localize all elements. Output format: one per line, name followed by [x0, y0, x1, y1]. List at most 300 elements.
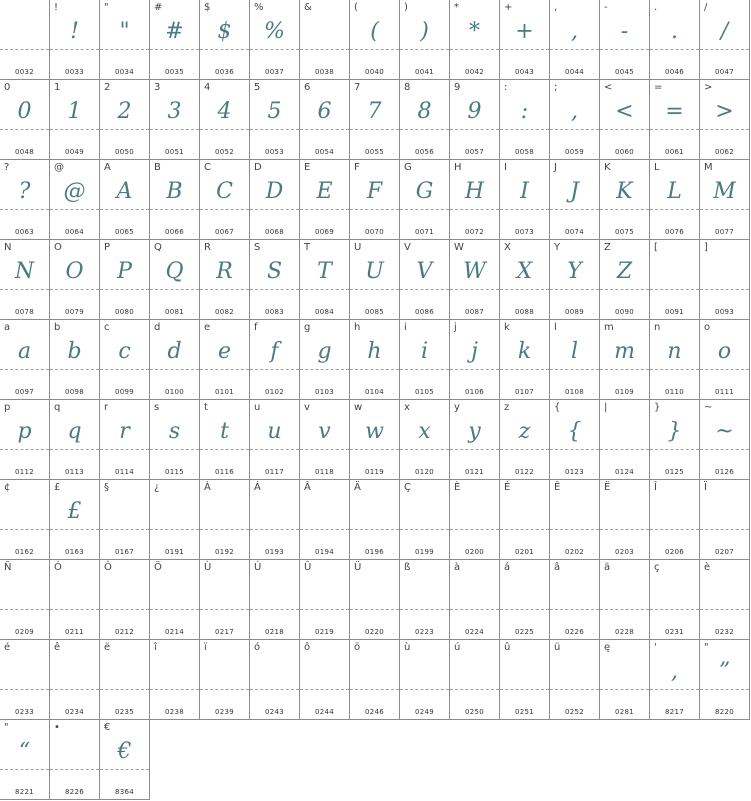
glyph-cell	[650, 480, 700, 560]
glyph-cell	[600, 480, 650, 560]
font-glyph-sample	[650, 255, 699, 289]
font-glyph-sample	[300, 575, 349, 609]
reference-character: C	[204, 162, 211, 173]
character-code: 0033	[64, 68, 84, 76]
baseline-divider	[700, 449, 749, 450]
font-glyph-sample: L	[667, 179, 682, 204]
glyph-cell	[350, 400, 400, 480]
font-glyph-sample: I	[520, 179, 529, 204]
baseline-divider	[250, 289, 299, 290]
baseline-divider	[400, 689, 449, 690]
glyph-cell	[100, 160, 150, 240]
reference-character: I	[504, 162, 507, 173]
glyph-cell	[300, 400, 350, 480]
baseline-divider	[300, 209, 349, 210]
glyph-cell	[100, 640, 150, 720]
font-glyph-sample	[200, 575, 249, 609]
glyph-cell	[600, 640, 650, 720]
baseline-divider	[350, 289, 399, 290]
character-code: 0082	[214, 308, 234, 316]
baseline-divider	[450, 129, 499, 130]
glyph-cell	[200, 560, 250, 640]
reference-character: o	[704, 322, 711, 333]
reference-character: •	[54, 722, 60, 733]
baseline-divider	[400, 369, 449, 370]
reference-character: L	[654, 162, 660, 173]
font-glyph-sample	[150, 495, 199, 529]
glyph-cell	[450, 480, 500, 560]
reference-character: Y	[554, 242, 561, 253]
baseline-divider	[600, 689, 649, 690]
baseline-divider	[50, 369, 99, 370]
character-code: 0075	[614, 228, 634, 236]
reference-character: r	[104, 402, 109, 413]
font-glyph-sample: (	[370, 19, 379, 44]
glyph-cell	[550, 560, 600, 640]
reference-character: è	[704, 562, 711, 573]
baseline-divider	[650, 529, 699, 530]
character-code: 0100	[164, 388, 184, 396]
glyph-cell	[0, 400, 50, 480]
font-glyph-sample: Y	[567, 259, 582, 284]
character-code: 0114	[114, 468, 134, 476]
character-code: 0219	[314, 628, 334, 636]
baseline-divider	[650, 449, 699, 450]
baseline-divider	[200, 49, 249, 50]
font-glyph-sample	[400, 655, 449, 689]
reference-character: é	[4, 642, 11, 653]
font-glyph-sample: i	[420, 339, 429, 364]
glyph-cell	[150, 400, 200, 480]
font-glyph-sample	[50, 735, 99, 769]
font-glyph-sample	[500, 495, 549, 529]
reference-character: /	[704, 2, 708, 13]
reference-character: ß	[404, 562, 411, 573]
baseline-divider	[450, 369, 499, 370]
character-code: 0098	[64, 388, 84, 396]
font-glyph-sample: e	[217, 339, 232, 364]
font-glyph-sample	[250, 575, 299, 609]
glyph-cell	[650, 160, 700, 240]
baseline-divider	[0, 769, 49, 770]
character-code: 0056	[414, 148, 434, 156]
baseline-divider	[550, 369, 599, 370]
glyph-cell	[300, 320, 350, 400]
baseline-divider	[200, 289, 249, 290]
character-code: 0121	[464, 468, 484, 476]
glyph-cell	[450, 320, 500, 400]
reference-character: á	[504, 562, 511, 573]
baseline-divider	[350, 369, 399, 370]
reference-character: a	[4, 322, 11, 333]
baseline-divider	[100, 529, 149, 530]
reference-character: x	[404, 402, 410, 413]
glyph-cell	[250, 560, 300, 640]
character-code: 0232	[714, 628, 734, 636]
reference-character: O	[54, 242, 62, 253]
baseline-divider	[350, 129, 399, 130]
reference-character: #	[154, 2, 163, 13]
character-code: 0122	[514, 468, 534, 476]
glyph-cell	[700, 240, 750, 320]
baseline-divider	[450, 689, 499, 690]
character-code: 0064	[64, 228, 84, 236]
glyph-cell	[100, 560, 150, 640]
reference-character: q	[54, 402, 61, 413]
reference-character: ê	[54, 642, 61, 653]
glyph-cell	[100, 480, 150, 560]
character-code: 0249	[414, 708, 434, 716]
glyph-cell	[500, 160, 550, 240]
font-glyph-sample: p	[17, 419, 32, 444]
font-glyph-sample: W	[463, 259, 486, 284]
glyph-cell	[250, 160, 300, 240]
glyph-cell	[700, 80, 750, 160]
reference-character: V	[404, 242, 411, 253]
glyph-cell	[350, 640, 400, 720]
font-glyph-sample	[500, 575, 549, 609]
reference-character: À	[204, 482, 211, 493]
character-code: 0058	[514, 148, 534, 156]
character-code: 0101	[214, 388, 234, 396]
font-glyph-sample	[150, 655, 199, 689]
character-code: 0200	[464, 548, 484, 556]
reference-character: v	[304, 402, 310, 413]
font-glyph-sample	[350, 655, 399, 689]
baseline-divider	[200, 529, 249, 530]
character-code: 0093	[714, 308, 734, 316]
glyph-cell	[650, 560, 700, 640]
baseline-divider	[300, 689, 349, 690]
glyph-cell	[150, 640, 200, 720]
reference-character: F	[354, 162, 360, 173]
font-glyph-sample: "	[119, 19, 130, 44]
character-code: 8221	[14, 788, 34, 796]
reference-character: w	[354, 402, 363, 413]
character-code: 0076	[664, 228, 684, 236]
font-glyph-sample: r	[119, 419, 130, 444]
reference-character: "	[104, 2, 109, 13]
character-code: 0073	[514, 228, 534, 236]
character-code: 0223	[414, 628, 434, 636]
font-glyph-sample: /	[720, 19, 729, 44]
font-glyph-sample: J	[570, 179, 579, 204]
glyph-cell	[550, 320, 600, 400]
reference-character: ç	[654, 562, 660, 573]
baseline-divider	[450, 609, 499, 610]
character-code: 0083	[264, 308, 284, 316]
baseline-divider	[650, 209, 699, 210]
font-glyph-sample: G	[415, 179, 434, 204]
character-code: 0115	[164, 468, 184, 476]
character-code: 0239	[214, 708, 234, 716]
font-glyph-sample: $	[217, 19, 232, 44]
character-code: 0052	[214, 148, 234, 156]
glyph-cell	[250, 80, 300, 160]
reference-character: "	[704, 642, 709, 653]
character-code: 0099	[114, 388, 134, 396]
reference-character: ë	[104, 642, 111, 653]
font-glyph-sample	[350, 495, 399, 529]
reference-character: 6	[304, 82, 311, 93]
glyph-cell	[0, 0, 50, 80]
baseline-divider	[600, 449, 649, 450]
glyph-cell	[250, 0, 300, 80]
font-glyph-sample: s	[168, 419, 181, 444]
glyph-cell	[200, 160, 250, 240]
baseline-divider	[400, 289, 449, 290]
character-code: 0074	[564, 228, 584, 236]
baseline-divider	[600, 289, 649, 290]
baseline-divider	[150, 209, 199, 210]
character-code: 0243	[264, 708, 284, 716]
font-glyph-sample	[300, 495, 349, 529]
reference-character: }	[654, 402, 661, 413]
baseline-divider	[100, 449, 149, 450]
reference-character: Ó	[54, 562, 62, 573]
baseline-divider	[400, 449, 449, 450]
baseline-divider	[0, 609, 49, 610]
font-glyph-sample	[550, 575, 599, 609]
character-code: 0192	[214, 548, 234, 556]
baseline-divider	[150, 129, 199, 130]
baseline-divider	[700, 129, 749, 130]
glyph-cell	[50, 160, 100, 240]
glyph-cell	[550, 480, 600, 560]
character-code: 0123	[564, 468, 584, 476]
reference-character: p	[4, 402, 11, 413]
reference-character: È	[454, 482, 461, 493]
character-code: 0228	[614, 628, 634, 636]
character-code: 0201	[514, 548, 534, 556]
font-glyph-sample: N	[14, 259, 35, 284]
font-glyph-sample: w	[365, 419, 384, 444]
character-code: 0048	[14, 148, 34, 156]
font-glyph-sample	[250, 655, 299, 689]
font-glyph-sample: K	[616, 179, 633, 204]
reference-character: Â	[304, 482, 311, 493]
glyph-cell	[700, 400, 750, 480]
reference-character: É	[504, 482, 511, 493]
baseline-divider	[300, 369, 349, 370]
baseline-divider	[300, 49, 349, 50]
baseline-divider	[250, 529, 299, 530]
glyph-cell	[50, 560, 100, 640]
font-glyph-sample	[450, 655, 499, 689]
reference-character: 3	[154, 82, 161, 93]
glyph-cell	[550, 640, 600, 720]
font-glyph-sample: H	[464, 179, 485, 204]
reference-character: u	[254, 402, 261, 413]
font-glyph-sample: 8	[417, 99, 432, 124]
glyph-cell	[100, 720, 150, 800]
font-glyph-sample	[0, 655, 49, 689]
glyph-cell	[500, 480, 550, 560]
baseline-divider	[200, 449, 249, 450]
font-glyph-sample	[200, 495, 249, 529]
reference-character: ,	[554, 2, 558, 13]
glyph-cell	[350, 160, 400, 240]
reference-character: %	[254, 2, 264, 13]
baseline-divider	[0, 529, 49, 530]
character-code: 0035	[164, 68, 184, 76]
glyph-cell	[150, 0, 200, 80]
character-code: 8364	[114, 788, 134, 796]
glyph-cell	[500, 240, 550, 320]
glyph-cell	[0, 720, 50, 800]
font-glyph-sample	[100, 655, 149, 689]
glyph-cell	[0, 240, 50, 320]
baseline-divider	[600, 609, 649, 610]
character-code: 0057	[464, 148, 484, 156]
character-code: 0162	[14, 548, 34, 556]
glyph-cell	[150, 80, 200, 160]
glyph-cell	[100, 80, 150, 160]
glyph-cell	[500, 320, 550, 400]
reference-character: ü	[554, 642, 561, 653]
glyph-cell	[450, 400, 500, 480]
font-glyph-sample	[0, 15, 49, 49]
reference-character: *	[454, 2, 459, 13]
baseline-divider	[350, 49, 399, 50]
character-code: 0084	[314, 308, 334, 316]
character-code: 0196	[364, 548, 384, 556]
baseline-divider	[100, 689, 149, 690]
glyph-cell	[450, 640, 500, 720]
reference-character: @	[54, 162, 64, 173]
baseline-divider	[50, 609, 99, 610]
baseline-divider	[300, 609, 349, 610]
character-code: 0066	[164, 228, 184, 236]
character-code: 0163	[64, 548, 84, 556]
glyph-cell	[450, 240, 500, 320]
reference-character: J	[554, 162, 557, 173]
glyph-cell	[550, 240, 600, 320]
baseline-divider	[400, 209, 449, 210]
glyph-cell	[100, 400, 150, 480]
reference-character: 2	[104, 82, 111, 93]
baseline-divider	[100, 49, 149, 50]
baseline-divider	[400, 49, 449, 50]
font-glyph-sample: O	[65, 259, 84, 284]
character-code: 0194	[314, 548, 334, 556]
baseline-divider	[0, 689, 49, 690]
glyph-cell	[100, 0, 150, 80]
reference-character: "	[4, 722, 9, 733]
character-code: 0107	[514, 388, 534, 396]
font-glyph-sample: <	[615, 99, 634, 124]
baseline-divider	[550, 209, 599, 210]
font-glyph-sample: !	[70, 19, 79, 44]
font-glyph-sample: R	[216, 259, 233, 284]
baseline-divider	[50, 289, 99, 290]
glyph-cell	[50, 80, 100, 160]
font-glyph-sample: }	[667, 419, 682, 444]
reference-character: £	[54, 482, 61, 493]
character-code: 0078	[14, 308, 34, 316]
baseline-divider	[300, 129, 349, 130]
font-glyph-sample	[400, 495, 449, 529]
baseline-divider	[200, 129, 249, 130]
character-code: 0104	[364, 388, 384, 396]
baseline-divider	[450, 449, 499, 450]
baseline-divider	[600, 129, 649, 130]
baseline-divider	[50, 129, 99, 130]
baseline-divider	[50, 689, 99, 690]
glyph-cell	[600, 240, 650, 320]
character-code: 0047	[714, 68, 734, 76]
reference-character: M	[704, 162, 713, 173]
character-code: 0119	[364, 468, 384, 476]
baseline-divider	[450, 289, 499, 290]
character-code: 0193	[264, 548, 284, 556]
baseline-divider	[0, 129, 49, 130]
baseline-divider	[350, 529, 399, 530]
glyph-cell	[400, 240, 450, 320]
baseline-divider	[450, 49, 499, 50]
glyph-cell	[400, 640, 450, 720]
baseline-divider	[500, 689, 549, 690]
character-code: 0108	[564, 388, 584, 396]
character-code: 0105	[414, 388, 434, 396]
baseline-divider	[450, 529, 499, 530]
font-glyph-sample: €	[117, 739, 132, 764]
baseline-divider	[700, 529, 749, 530]
reference-character: t	[204, 402, 208, 413]
glyph-cell	[600, 560, 650, 640]
character-code: 0045	[614, 68, 634, 76]
glyph-cell	[450, 160, 500, 240]
glyph-cell	[50, 240, 100, 320]
font-glyph-sample: M	[713, 179, 736, 204]
glyph-cell	[300, 640, 350, 720]
baseline-divider	[300, 289, 349, 290]
character-code: 8220	[714, 708, 734, 716]
baseline-divider	[50, 529, 99, 530]
character-code: 0034	[114, 68, 134, 76]
font-glyph-sample: f	[270, 339, 279, 364]
character-code: 0044	[564, 68, 584, 76]
character-code: 0036	[214, 68, 234, 76]
baseline-divider	[150, 529, 199, 530]
glyph-cell	[450, 0, 500, 80]
font-glyph-sample	[450, 575, 499, 609]
baseline-divider	[400, 529, 449, 530]
font-glyph-sample: v	[318, 419, 331, 444]
font-glyph-sample: 7	[367, 99, 382, 124]
baseline-divider	[500, 129, 549, 130]
font-glyph-sample: F	[366, 179, 383, 204]
character-code: 0040	[364, 68, 384, 76]
glyph-cell	[400, 480, 450, 560]
font-glyph-sample	[300, 655, 349, 689]
font-glyph-sample: ,	[571, 99, 578, 124]
font-glyph-sample: V	[416, 259, 433, 284]
character-code: 0065	[114, 228, 134, 236]
glyph-cell	[650, 640, 700, 720]
font-glyph-sample: @	[63, 179, 86, 204]
reference-character: =	[654, 82, 663, 93]
font-glyph-sample: 9	[467, 99, 482, 124]
baseline-divider	[150, 609, 199, 610]
reference-character: [	[654, 242, 658, 253]
font-glyph-sample: ?	[18, 179, 31, 204]
glyph-cell	[500, 560, 550, 640]
glyph-cell	[350, 560, 400, 640]
character-code: 0038	[314, 68, 334, 76]
reference-character: Î	[654, 482, 657, 493]
character-code: 0086	[414, 308, 434, 316]
